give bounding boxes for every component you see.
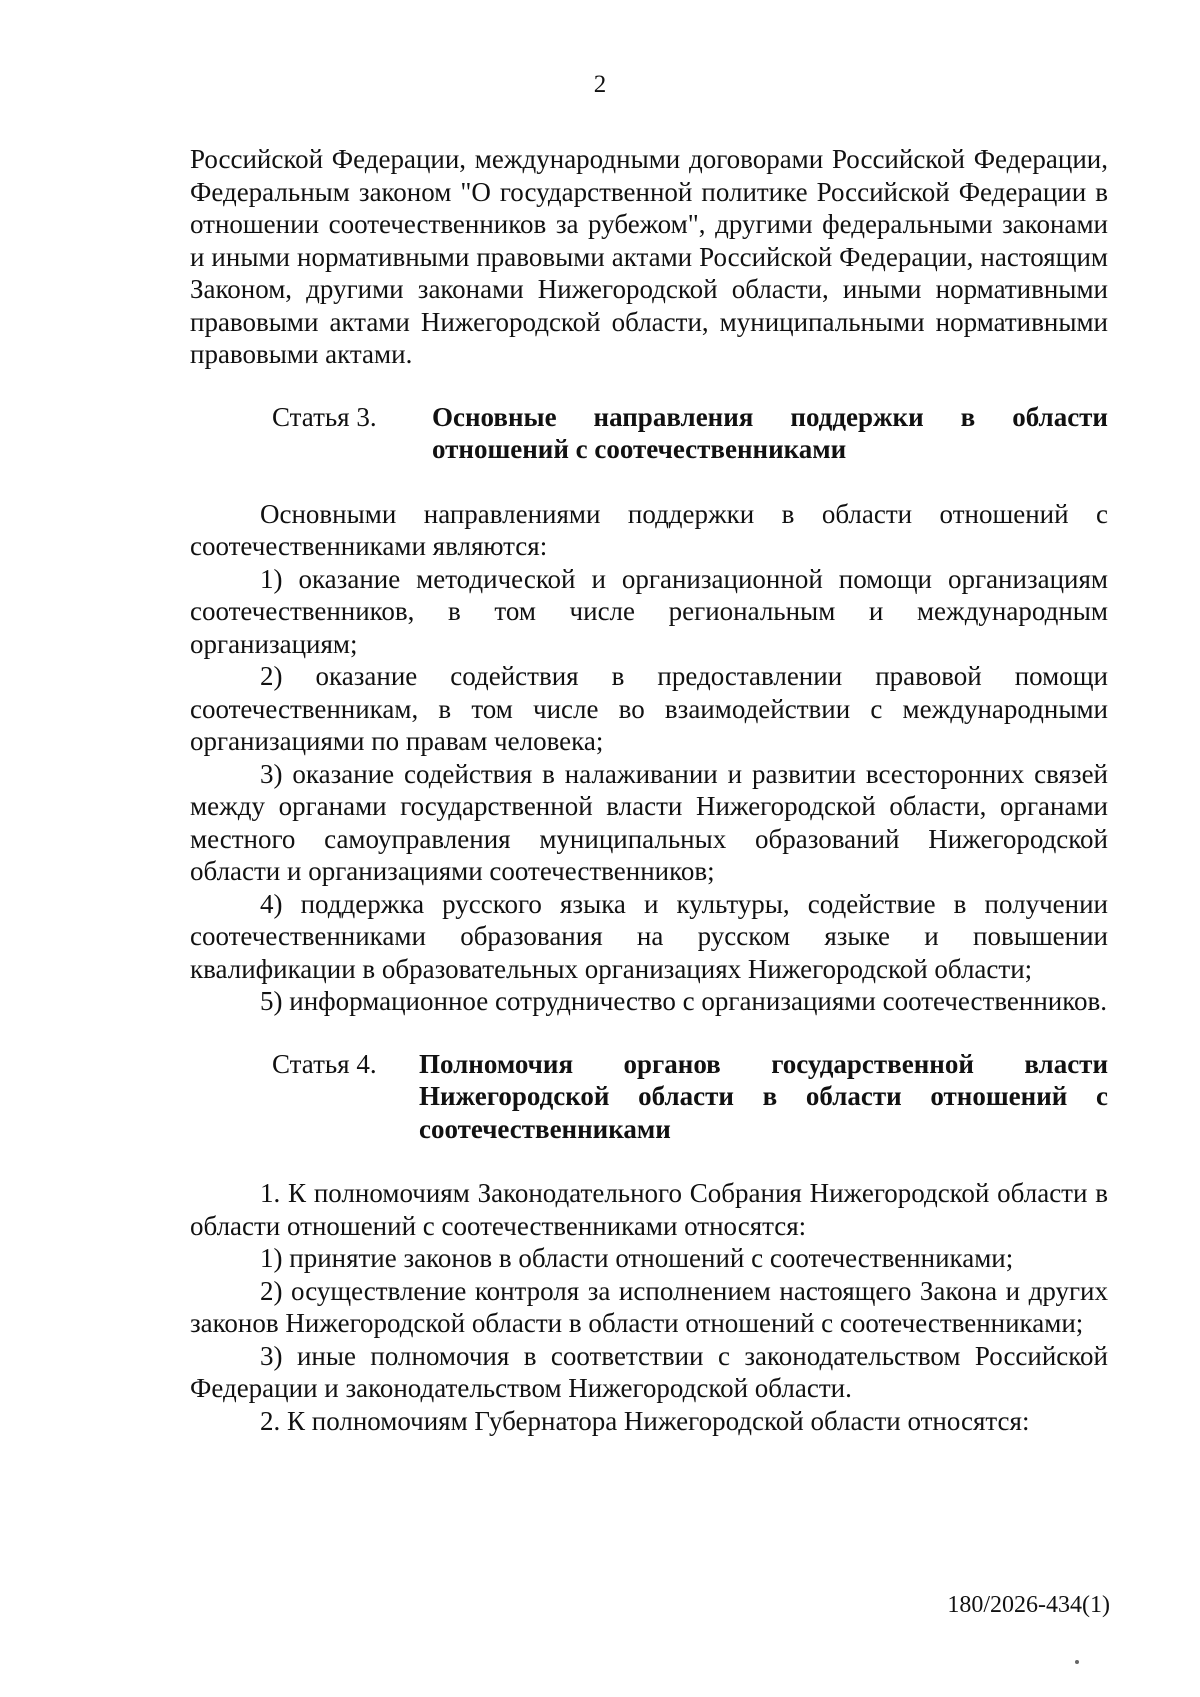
scan-speck xyxy=(1075,1660,1079,1664)
article-3-item-3: 3) оказание содействия в налаживании и развитии всесторонних связей между органами государственной власти Нижегородской области, органами местного самоуправления муниципальных образований Нижегородской области и организациями соотечественников; xyxy=(190,758,1108,886)
article-4-part-1-item-3: 3) иные полномочия в соответствии с законодательством Российской Федерации и законодательством Нижегородской области. xyxy=(190,1340,1108,1403)
article-4-part-1: 1. К полномочиям Законодательного Собрания Нижегородской области в области отношений с соотечественниками относятся: xyxy=(190,1178,1108,1241)
article-3-item-2: 2) оказание содействия в предоставлении правовой помощи соотечественникам, в том числе во взаимодействии с международными организациями по правам человека; xyxy=(190,661,1108,756)
article-4-part-1-item-1: 1) принятие законов в области отношений с соотечественниками; xyxy=(260,1243,1014,1273)
article-3-intro: Основными направлениями поддержки в области отношений с соотечественниками являются: xyxy=(190,498,1108,561)
article-3-item-1: 1) оказание методической и организационной помощи организациям соотечественников, в том числе региональным и международным организациям; xyxy=(190,563,1108,659)
article-4-heading xyxy=(190,1048,1108,1146)
document-code: 180/2026-434(1) xyxy=(947,1592,1110,1618)
article-3-title: Основные направления поддержки в области отношений с соотечественниками xyxy=(432,401,1108,464)
document-body xyxy=(190,143,1108,1437)
article-3-label: Статья 3. xyxy=(272,401,377,432)
page-number: 2 xyxy=(593,71,607,98)
intro-paragraph: Российской Федерации, международными договорами Российской Федерации, Федеральным законом "О государственной политике Российской Федерации в отношении соотечественников за рубежом", другими федеральными законами и иными нормативными правовыми актами Российской Федерации, настоящим Законом, другими законами Нижегородской области, иными нормативными правовыми актами Нижегородской области, муниципальными нормативными правовыми актами. xyxy=(190,144,1108,369)
article-4-title: Полномочия органов государственной власти Нижегородской области в области отношений с соотечественниками xyxy=(419,1048,1108,1144)
article-4-part-1-item-2: 2) осуществление контроля за исполнением настоящего Закона и других законов Нижегородской области в области отношений с соотечественниками; xyxy=(190,1275,1108,1338)
article-3-item-4: 4) поддержка русского языка и культуры, содействие в получении соотечественниками образования на русском языке и повышении квалификации в образовательных организациях Нижегородской области; xyxy=(190,888,1108,984)
article-4-part-2: 2. К полномочиям Губернатора Нижегородской области относятся: xyxy=(260,1405,1030,1436)
article-3-item-5: 5) информационное сотрудничество с организациями соотечественников. xyxy=(260,986,1108,1016)
article-3-heading xyxy=(190,401,1108,466)
article-4-label: Статья 4. xyxy=(272,1048,377,1079)
